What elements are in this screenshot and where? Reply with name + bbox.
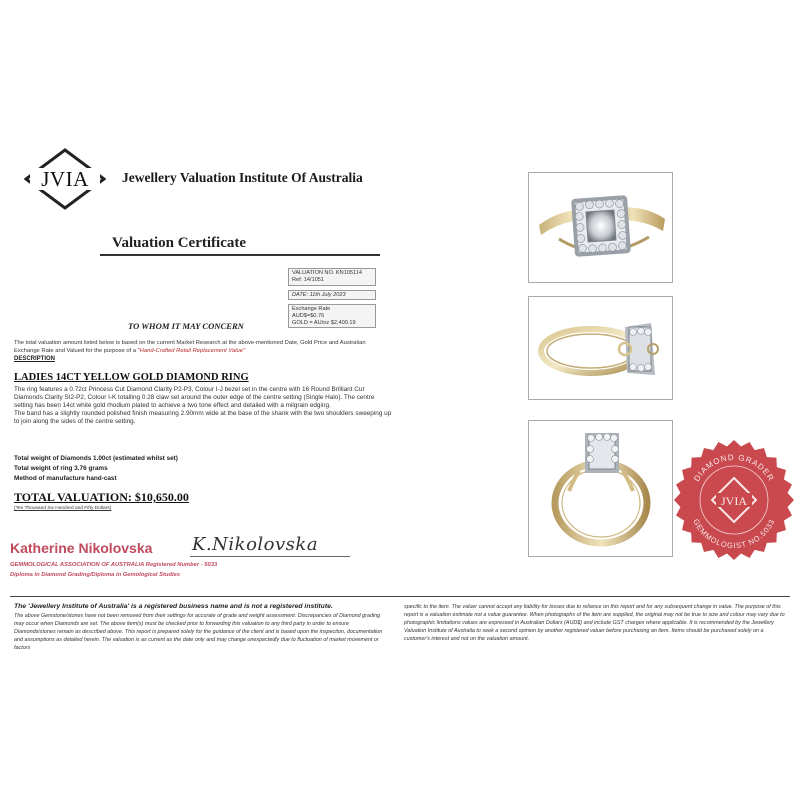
valuation-number: VALUATION NO. KN105114 [292, 270, 362, 276]
seal-center-text: JVIA [721, 494, 747, 508]
valuation-number-box [288, 268, 376, 286]
salutation: TO WHOM IT MAY CONCERN [128, 321, 244, 331]
item-description [14, 386, 392, 426]
exchange-rate-aud: AUD$=$0.76 [292, 313, 325, 319]
diamond-grader-seal [672, 438, 796, 562]
ring-photo-front [528, 420, 673, 557]
total-valuation-words: (Ten Thousand Six Hundred and Fifty Dollars) [14, 506, 112, 511]
description-label: DESCRIPTION [14, 356, 56, 362]
footer-disclaimer-left: The above Gemstone/stones have not been removed from their settings for accurate of grade and weight assessment. Discrepancies of Diamond grading may occur when Diamonds are set. The above item(s) must be checked prior to forwarding this valuation to any third party in order to ensure Diamonds/stones remain as described above. This report is prepared solely for the guidance of the client and is based upon the inspection, documentation and assumptions as detailed herein. The valuation is as current as the date only and may change unexpectedly due to fluctuation of market movement or factors [14, 613, 383, 651]
ring-photo-side [528, 296, 673, 400]
weights-block [14, 454, 178, 484]
valuation-purpose: "Hand-Crafted Retail Replacement Value" [137, 347, 246, 354]
description-para-1: The ring features a 0.72ct Princess Cut Diamond Clarity P2-P3, Colour I-J bezel set in the centre with 16 Round Brilliant Cut Diamonds Clarity SI2-P2, Colour I-K totalling 0.28 claw set around the outer edge of the centre setting (Single Halo). The centre setting has been 14ct white gold rhodium plated to achieve a two tone effect and detailed with a milgrain edging. [14, 386, 375, 409]
institute-name: Jewellery Valuation Institute Of Australia [122, 170, 363, 185]
intro-text: The total valuation amount listed below is based on the current Market Research at the above-mentioned Date, Gold Price and Australian Exchange Rate and Valued for the purpose of a [14, 340, 366, 354]
signatory-credential-1: GEMMOLOGICAL ASSOCIATION OF AUSTRALIA Registered Number - 5033 [10, 562, 218, 568]
jvia-logo [24, 148, 106, 210]
certificate-title: Valuation Certificate [112, 235, 247, 251]
intro-paragraph [14, 340, 384, 355]
gold-price: GOLD = AU/oz $2,400.19 [292, 320, 356, 326]
valuation-date: DATE: 11th July 2023 [292, 292, 346, 298]
seal-bottom-text: GEMMOLOGIST NO.5033 [691, 517, 777, 551]
ring-weight: Total weight of ring 3.76 grams [14, 465, 108, 472]
manufacture-method: Method of manufacture hand-cast [14, 475, 117, 482]
exchange-rate-label: Exchange Rate [292, 306, 331, 312]
total-valuation: TOTAL VALUATION: $10,650.00 [14, 490, 189, 504]
signatory-name: Katherine Nikolovska [10, 540, 153, 556]
seal-top-text: DIAMOND GRADER [692, 452, 776, 484]
description-para-2: The band has a slightly rounded polished finish measuring 2.90mm wide at the base of the shank with the two shoulders sweeping up to join along the sides of the centre setting. [14, 410, 392, 425]
item-heading: LADIES 14CT YELLOW GOLD DIAMOND RING [14, 372, 249, 383]
reference-number: Ref: 14/1051 [292, 277, 325, 283]
signature-line [190, 556, 350, 557]
date-box [288, 290, 376, 300]
footer-divider [10, 596, 790, 597]
title-divider [100, 254, 380, 256]
signature: K.Nikolovska [192, 534, 319, 555]
signatory-credential-2: Diploma in Diamond Grading/Diploma in Gemological Studies [10, 572, 181, 578]
footer-disclaimer-right: specific to the item. The valuer cannot accept any liability for losses due to reliance on this report and for any subsequent change in value. The purpose of this report is a valuation estimate not a value guarantee. When photographs of the item are supplied, the original may not be true to size and colour may vary due to photographic limitations values are expressed in Australian Dollars (AUD$) and include GST charges where applicable. It is recommended by the Jewellery Valuation Institute of Australia to seek a second opinion by another registered valuer before purchasing an item. Items should be purchased solely on a customer's interest and not on the valuation amount. [404, 604, 785, 642]
exchange-rate-box [288, 304, 376, 328]
logo-text: JVIA [41, 167, 89, 191]
diamond-weight: Total weight of Diamonds 1.00ct (estimated whilst set) [14, 455, 178, 462]
ring-photo-top [528, 172, 673, 283]
footer-heading: The 'Jewellery Institute of Australia' is a registered business name and is not a registered institute. [14, 603, 333, 610]
